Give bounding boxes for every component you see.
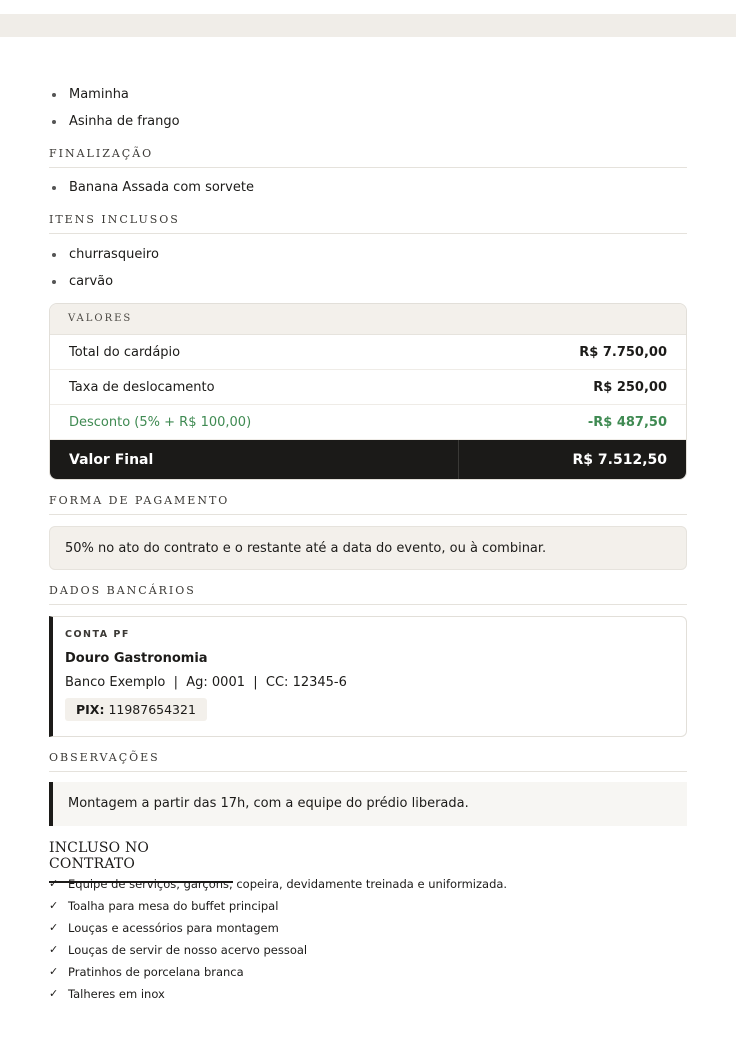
finalizacao-list [49,180,687,207]
check-icon: ✓ [49,877,59,890]
list-item-label: Pratinhos de porcelana branca [68,965,244,979]
pix-value: 11987654321 [108,702,196,717]
section-title-dados-bancarios: DADOS BANCÁRIOS [49,584,687,605]
pix-badge [65,698,207,721]
observation-box [49,782,687,826]
values-header: VALORES [50,304,686,335]
check-icon: ✓ [49,965,59,978]
itens-inclusos-list [49,247,687,301]
value-row-taxa [50,370,686,405]
value-row-amount: -R$ 487,50 [587,414,667,430]
final-value-row [50,440,686,479]
list-item [49,921,687,943]
check-icon: ✓ [49,943,59,956]
list-item [49,987,687,1009]
value-row-label: Desconto (5% + R$ 100,00) [69,414,252,430]
bank-details: Banco Exemplo | Ag: 0001 | CC: 12345-6 [65,675,347,690]
check-icon: ✓ [49,899,59,912]
value-row-amount: R$ 7.750,00 [579,344,667,360]
list-item [49,877,687,899]
section-title-finalizacao: FINALIZAÇÃO [49,147,687,168]
contract-inclusions-list [49,877,687,1009]
list-item [49,965,687,987]
list-item-label: Louças e acessórios para montagem [68,921,279,935]
list-item [49,899,687,921]
section-title-forma-pagamento: FORMA DE PAGAMENTO [49,494,687,515]
list-item-label: Equipe de serviços, garçons, copeira, devidamente treinada e uniformizada. [68,877,508,891]
list-item [49,180,687,207]
check-icon: ✓ [49,987,59,1000]
section-title-incluso-contrato: INCLUSO NO CONTRATO [49,840,233,883]
value-row-label: Total do cardápio [69,344,181,360]
bullet-icon [52,253,56,257]
check-icon: ✓ [49,921,59,934]
list-item-label: Maminha [69,87,129,102]
bullet-icon [52,186,56,190]
section-title-observacoes: OBSERVAÇÕES [49,751,687,772]
list-item [49,114,687,141]
value-row-total [50,335,686,370]
observation-text: Montagem a partir das 17h, com a equipe do prédio liberada. [68,796,469,811]
column-divider [458,440,459,479]
bullet-icon [52,120,56,124]
section-title-itens-inclusos: ITENS INCLUSOS [49,213,687,234]
list-item-label: churrasqueiro [69,247,159,262]
list-item-label: Talheres em inox [68,987,165,1001]
account-type-label: CONTA PF [65,629,130,640]
list-item-label: carvão [69,274,114,289]
top-header-band [0,14,736,37]
payment-terms-text: 50% no ato do contrato e o restante até a data do evento, ou à combinar. [65,541,547,556]
payment-terms-box [49,526,687,570]
list-item-label: Louças de servir de nosso acervo pessoal [68,943,308,957]
list-item [49,87,687,114]
bullet-icon [52,93,56,97]
list-item [49,274,687,301]
bullet-icon [52,280,56,284]
list-item-label: Toalha para mesa do buffet principal [68,899,279,913]
pix-label: PIX: [76,702,105,717]
final-value-label: Valor Final [69,451,154,468]
account-holder-name: Douro Gastronomia [65,651,208,666]
bank-account-card [49,616,687,737]
list-item-label: Asinha de frango [69,114,180,129]
list-item [49,943,687,965]
list-item [49,247,687,274]
list-item-label: Banana Assada com sorvete [69,180,254,195]
final-value-amount: R$ 7.512,50 [572,451,667,468]
value-row-label: Taxa de deslocamento [69,379,215,395]
menu-list [49,87,687,141]
values-table [49,303,687,480]
value-row-desconto [50,405,686,440]
value-row-amount: R$ 250,00 [593,379,667,395]
